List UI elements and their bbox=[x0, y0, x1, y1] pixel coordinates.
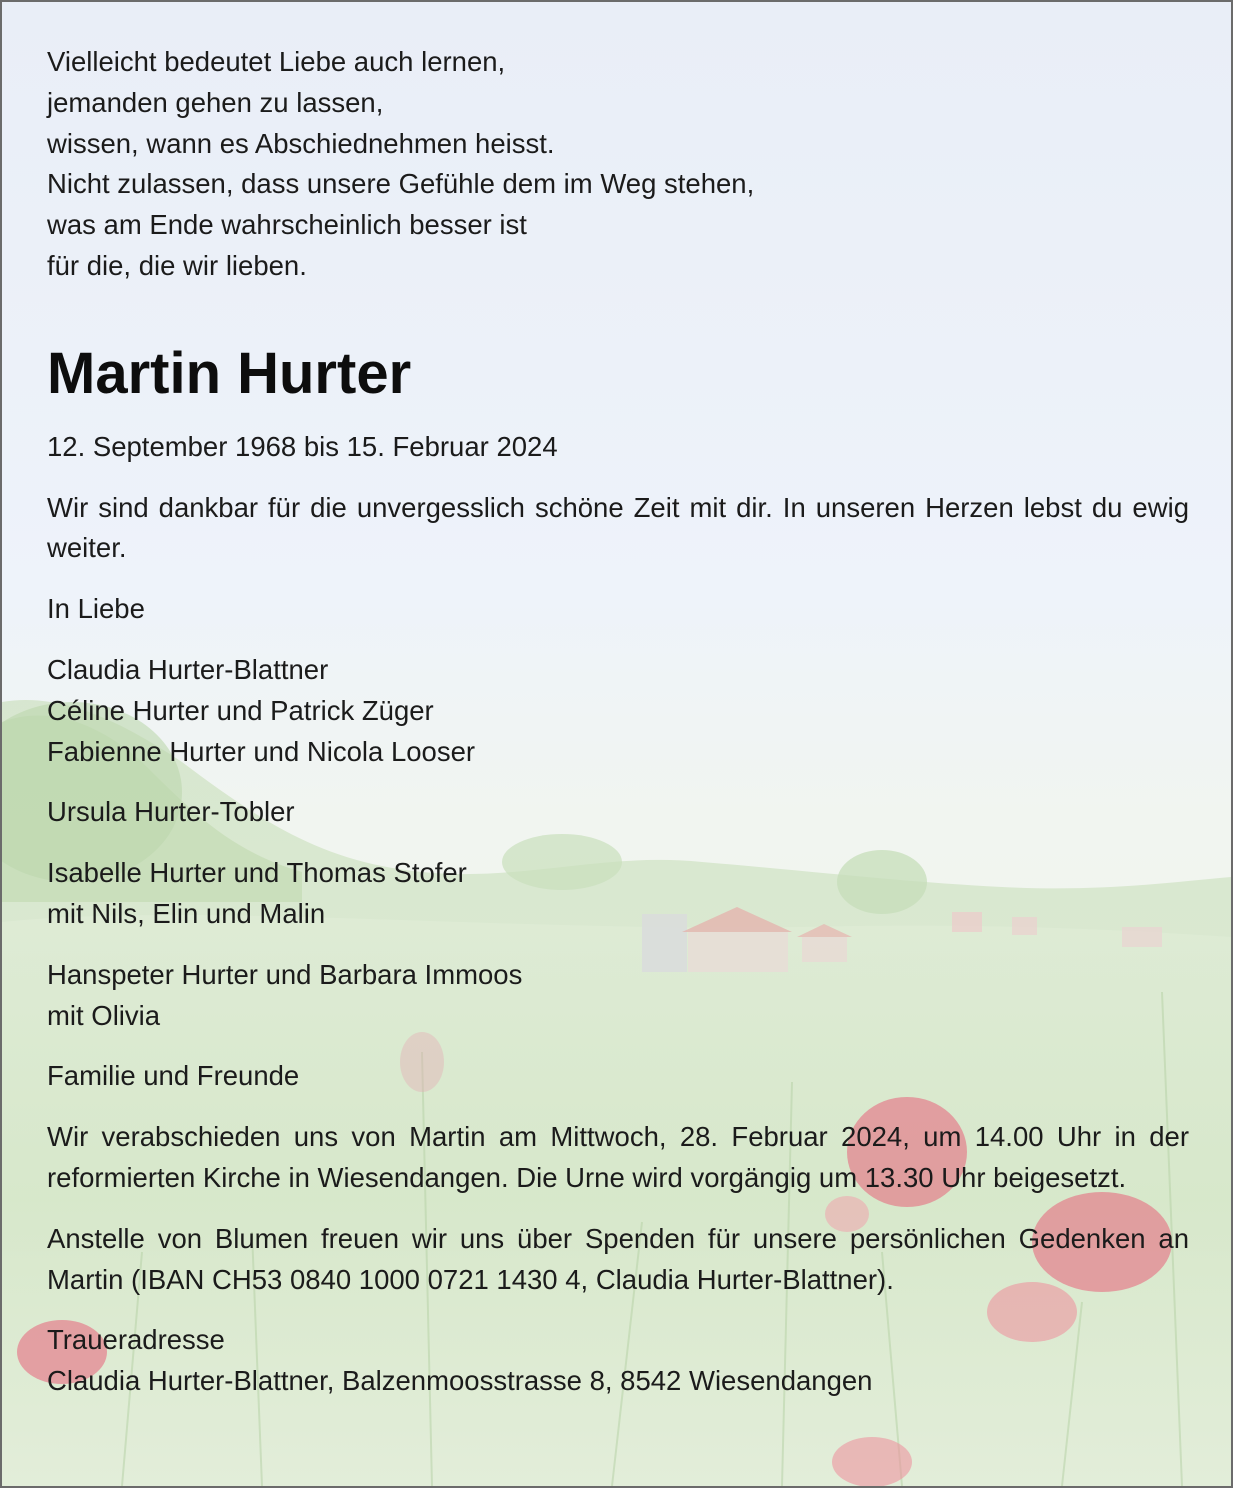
mourners-group-4 bbox=[47, 955, 1189, 1037]
mourner-name: mit Olivia bbox=[47, 999, 161, 1031]
donation-text: Anstelle von Blumen freuen wir uns über Spenden für unsere persönlichen Gedenken an Martin (IBAN CH53 0840 1000 0721 1430 4, Claudia Hurter-Blattner). bbox=[47, 1222, 1189, 1295]
poem-line: jemanden gehen zu lassen, bbox=[47, 86, 384, 118]
mourners-group-3 bbox=[47, 853, 1189, 935]
poem-line: Nicht zulassen, dass unsere Gefühle dem im Weg stehen, bbox=[47, 168, 755, 200]
poem-line: für die, die wir lieben. bbox=[47, 249, 307, 281]
mourner-name: Familie und Freunde bbox=[47, 1060, 300, 1092]
mourner-name: Claudia Hurter-Blattner bbox=[47, 653, 329, 685]
mourners-group-1 bbox=[47, 650, 1189, 772]
mourner-name: mit Nils, Elin und Malin bbox=[47, 897, 326, 929]
deceased-name: Martin Hurter bbox=[47, 340, 412, 406]
mourners-group-2 bbox=[47, 792, 1189, 833]
farewell-text: Wir verabschieden uns von Martin am Mittwoch, 28. Februar 2024, um 14.00 Uhr in der reformierten Kirche in Wiesendangen. Die Urne wird vorgängig um 13.30 Uhr beigesetzt. bbox=[47, 1121, 1189, 1193]
mourners-group-5 bbox=[47, 1056, 1189, 1097]
mourning-address-label: Traueradresse bbox=[47, 1324, 225, 1356]
poem-line: wissen, wann es Abschiednehmen heisst. bbox=[47, 127, 555, 159]
poem-line: Vielleicht bedeutet Liebe auch lernen, bbox=[47, 46, 506, 77]
in-love-label: In Liebe bbox=[47, 593, 145, 625]
mourner-name: Ursula Hurter-Tobler bbox=[47, 796, 295, 828]
poem bbox=[47, 42, 1189, 287]
mourner-name: Isabelle Hurter und Thomas Stofer bbox=[47, 857, 467, 889]
mourning-address bbox=[47, 1320, 1189, 1402]
gratitude-text: Wir sind dankbar für die unvergesslich schöne Zeit mit dir. In unseren Herzen lebst du ewig weiter. bbox=[47, 491, 1189, 564]
poem-line: was am Ende wahrscheinlich besser ist bbox=[47, 209, 527, 241]
life-dates: 12. September 1968 bis 15. Februar 2024 bbox=[47, 430, 558, 462]
mourner-name: Céline Hurter und Patrick Züger bbox=[47, 694, 434, 726]
mourner-name: Fabienne Hurter und Nicola Looser bbox=[47, 735, 476, 767]
mourner-name: Hanspeter Hurter und Barbara Immoos bbox=[47, 958, 523, 990]
mourning-address-value: Claudia Hurter-Blattner, Balzenmoosstrasse 8, 8542 Wiesendangen bbox=[47, 1365, 873, 1397]
notice-content bbox=[47, 42, 1189, 1402]
